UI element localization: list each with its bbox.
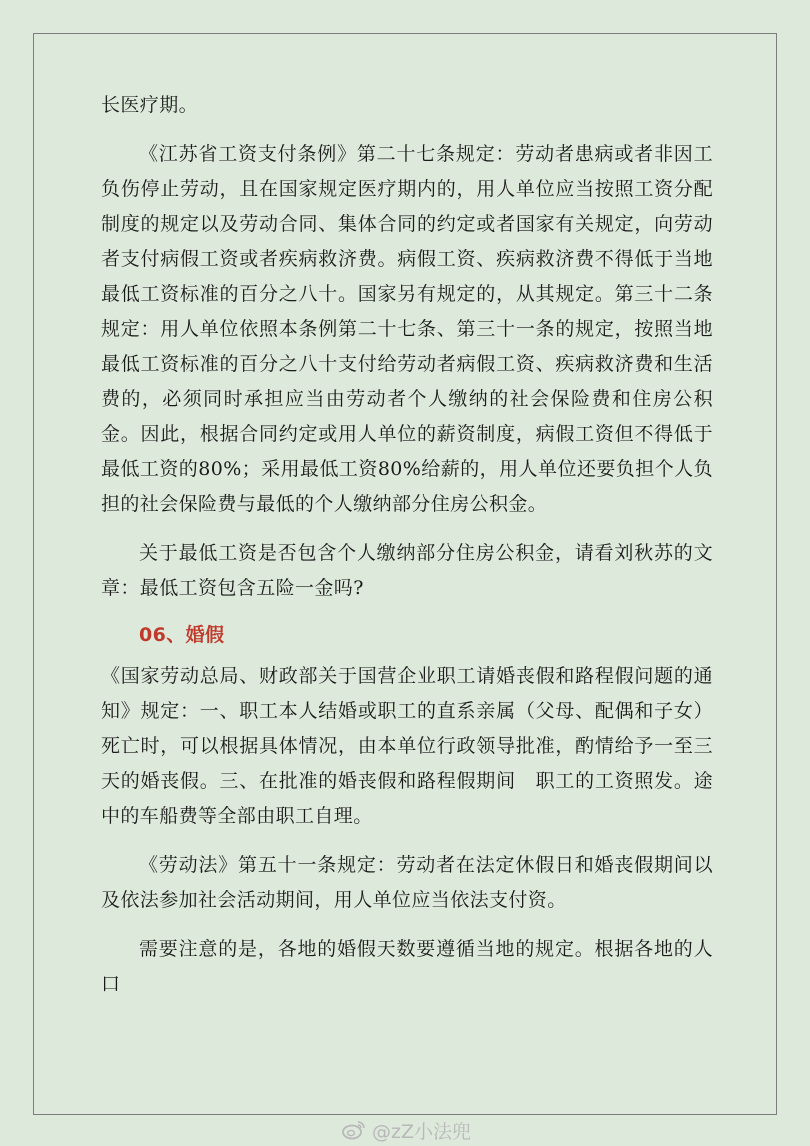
paragraph-minimum-wage-note: 关于最低工资是否包含个人缴纳部分住房公积金，请看刘秋苏的文章：最低工资包含五险一金吗? [101,542,713,599]
section-heading-marriage-leave: 06、婚假 [139,624,225,646]
paragraph-jiangsu-regulation: 《江苏省工资支付条例》第二十七条规定：劳动者患病或者非因工负伤停止劳动，且在国家规定医疗期内的，用人单位应当按照工资分配制度的规定以及劳动合同、集体合同的约定或者国家有关规定，向劳动者支付病假工资或者疾病救济费。病假工资、疾病救济费不得低于当地最低工资标准的百分之八十。国家另有规定的，从其规定。第三十二条规定：用人单位依照本条例第二十七条、第三十一条的规定，按照当地最低工资标准的百分之八十支付给劳动者病假工资、疾病救济费和生活费的，必须同时承担应当由劳动者个人缴纳的社会保险费和住房公积金。因此，根据合同约定或用人单位的薪资制度，病假工资但不得低于最低工资的80%；采用最低工资80%给薪的，用人单位还要负担个人负担的社会保险费与最低的个人缴纳部分住房公积金。 [101,143,713,515]
watermark [342,1116,471,1144]
watermark-text: @zZ小法兜 [372,1120,471,1143]
paragraph-continuation: 长医疗期。 [101,94,199,116]
document-body [101,88,713,1002]
weibo-icon [342,1120,366,1140]
paragraph-labor-law: 《劳动法》第五十一条规定：劳动者在法定休假日和婚丧假期间以及依法参加社会活动期间，用人单位应当依法支付资。 [101,854,713,911]
paragraph-national-notice: 《国家劳动总局、财政部关于国营企业职工请婚丧假和路程假问题的通知》规定：一、职工本人结婚或职工的直系亲属（父母、配偶和子女）死亡时，可以根据具体情况，由本单位行政领导批准，酌情给予一至三天的婚丧假。三、在批准的婚丧假和路程假期间 职工的工资照发。途中的车船费等全部由职工自理。 [101,665,713,827]
paragraph-local-rules: 需要注意的是，各地的婚假天数要遵循当地的规定。根据各地的人口 [101,938,713,995]
